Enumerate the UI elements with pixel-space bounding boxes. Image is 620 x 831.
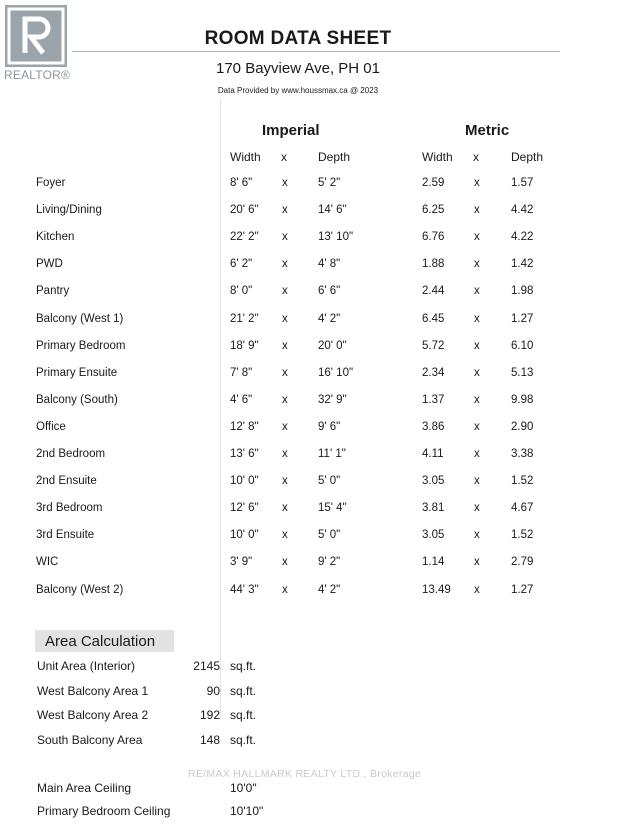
- area-unit: sq.ft.: [230, 684, 257, 698]
- room-name: Balcony (West 2): [36, 584, 124, 596]
- imperial-width: 4' 6": [230, 394, 253, 406]
- imperial-depth: 9' 6": [318, 421, 341, 433]
- imperial-x: x: [282, 421, 288, 433]
- room-name: Foyer: [36, 177, 66, 189]
- metric-depth: 2.79: [511, 556, 534, 568]
- imperial-width: 3' 9": [230, 556, 253, 568]
- ceiling-label: Main Area Ceiling: [37, 781, 132, 795]
- imperial-width: 13' 6": [230, 448, 259, 460]
- ceiling-value: 10'10": [230, 804, 264, 818]
- room-name: Office: [36, 421, 66, 433]
- metric-width: 5.72: [422, 340, 445, 352]
- imperial-width: 12' 6": [230, 502, 259, 514]
- imperial-depth: 5' 2": [318, 177, 341, 189]
- imperial-depth-heading: Depth: [318, 150, 351, 164]
- metric-depth: 1.42: [511, 258, 534, 270]
- room-name: 2nd Bedroom: [36, 448, 106, 460]
- imperial-x: x: [282, 313, 288, 325]
- metric-x: x: [474, 394, 480, 406]
- imperial-width: 8' 0": [230, 285, 253, 297]
- imperial-width: 12' 8": [230, 421, 259, 433]
- area-label: Unit Area (Interior): [37, 659, 136, 673]
- imperial-depth: 32' 9": [318, 394, 347, 406]
- imperial-x: x: [282, 502, 288, 514]
- area-section-title: Area Calculation: [45, 633, 156, 650]
- metric-width: 6.76: [422, 231, 445, 243]
- metric-x: x: [474, 313, 480, 325]
- imperial-x: x: [282, 204, 288, 216]
- metric-width: 2.44: [422, 285, 445, 297]
- imperial-width-heading: Width: [230, 150, 261, 164]
- imperial-depth: 20' 0": [318, 340, 347, 352]
- metric-depth: 4.67: [511, 502, 534, 514]
- metric-x: x: [474, 556, 480, 568]
- metric-depth: 1.52: [511, 529, 534, 541]
- metric-width: 13.49: [422, 584, 451, 596]
- metric-x: x: [474, 448, 480, 460]
- metric-depth: 6.10: [511, 340, 534, 352]
- metric-depth: 2.90: [511, 421, 534, 433]
- area-unit: sq.ft.: [230, 708, 257, 722]
- imperial-x: x: [282, 340, 288, 352]
- area-value: 90: [206, 684, 220, 698]
- metric-width: 1.88: [422, 258, 445, 270]
- metric-x-heading: x: [473, 150, 479, 164]
- metric-x: x: [474, 177, 480, 189]
- metric-width: 4.11: [422, 448, 444, 460]
- metric-x: x: [474, 529, 480, 541]
- metric-x: x: [474, 421, 480, 433]
- page-title: ROOM DATA SHEET: [204, 28, 392, 49]
- imperial-width: 22' 2": [230, 231, 259, 243]
- imperial-x: x: [282, 367, 288, 379]
- metric-x: x: [474, 258, 480, 270]
- imperial-width: 21' 2": [230, 313, 259, 325]
- realtor-logo-text: REALTOR®: [4, 68, 71, 82]
- metric-width: 2.34: [422, 367, 445, 379]
- imperial-x: x: [282, 529, 288, 541]
- imperial-width: 10' 0": [230, 529, 259, 541]
- imperial-depth: 15' 4": [318, 502, 347, 514]
- area-value: 192: [199, 708, 220, 722]
- area-label: West Balcony Area 1: [37, 684, 149, 698]
- metric-width: 3.81: [422, 502, 445, 514]
- metric-x: x: [474, 475, 480, 487]
- metric-x: x: [474, 502, 480, 514]
- room-name: Primary Ensuite: [36, 367, 118, 379]
- area-label: West Balcony Area 2: [37, 708, 149, 722]
- room-name: Kitchen: [36, 231, 75, 243]
- room-name: 2nd Ensuite: [36, 475, 97, 487]
- imperial-x: x: [282, 584, 288, 596]
- metric-width: 3.05: [422, 475, 445, 487]
- metric-width: 2.59: [422, 177, 445, 189]
- metric-depth: 3.38: [511, 448, 534, 460]
- metric-heading: Metric: [465, 122, 510, 139]
- imperial-width: 44' 3": [230, 584, 259, 596]
- ceiling-label: Primary Bedroom Ceiling: [37, 804, 171, 818]
- area-value: 2145: [193, 659, 220, 673]
- metric-width: 3.05: [422, 529, 445, 541]
- room-name: Balcony (South): [36, 394, 118, 406]
- imperial-heading: Imperial: [262, 122, 320, 139]
- imperial-depth: 4' 2": [318, 584, 341, 596]
- imperial-depth: 16' 10": [318, 367, 354, 379]
- metric-width: 6.45: [422, 313, 445, 325]
- room-name: 3rd Ensuite: [36, 529, 95, 541]
- metric-depth: 4.42: [511, 204, 534, 216]
- metric-width: 6.25: [422, 204, 445, 216]
- metric-depth: 1.27: [511, 584, 534, 596]
- imperial-depth: 6' 6": [318, 285, 341, 297]
- area-unit: sq.ft.: [230, 733, 257, 747]
- imperial-depth: 13' 10": [318, 231, 354, 243]
- room-name: Living/Dining: [36, 204, 102, 216]
- metric-depth: 1.98: [511, 285, 534, 297]
- room-name: WIC: [36, 556, 59, 568]
- brokerage-watermark: RE/MAX HALLMARK REALTY LTD., Brokerage: [188, 768, 422, 780]
- imperial-depth: 5' 0": [318, 475, 341, 487]
- metric-depth: 1.52: [511, 475, 534, 487]
- imperial-depth: 9' 2": [318, 556, 341, 568]
- imperial-width: 10' 0": [230, 475, 259, 487]
- imperial-x: x: [282, 258, 288, 270]
- imperial-depth: 4' 2": [318, 313, 341, 325]
- imperial-width: 18' 9": [230, 340, 259, 352]
- imperial-x-heading: x: [281, 150, 287, 164]
- area-value: 148: [199, 733, 220, 747]
- metric-width: 3.86: [422, 421, 445, 433]
- room-name: Balcony (West 1): [36, 313, 124, 325]
- metric-depth-heading: Depth: [511, 150, 544, 164]
- metric-depth: 9.98: [511, 394, 534, 406]
- imperial-width: 8' 6": [230, 177, 253, 189]
- title-divider: [72, 51, 560, 52]
- metric-depth: 4.22: [511, 231, 534, 243]
- data-source-note: Data Provided by www.houssmax.ca @ 2023: [217, 86, 379, 95]
- metric-x: x: [474, 285, 480, 297]
- imperial-depth: 5' 0": [318, 529, 341, 541]
- metric-x: x: [474, 584, 480, 596]
- metric-depth: 5.13: [511, 367, 534, 379]
- metric-width: 1.14: [422, 556, 445, 568]
- metric-x: x: [474, 367, 480, 379]
- room-name: Primary Bedroom: [36, 340, 126, 352]
- property-address: 170 Bayview Ave, PH 01: [216, 60, 380, 77]
- metric-x: x: [474, 204, 480, 216]
- room-name: Pantry: [36, 285, 70, 297]
- imperial-x: x: [282, 448, 288, 460]
- imperial-x: x: [282, 177, 288, 189]
- page-margin-line: [220, 98, 221, 718]
- room-name: 3rd Bedroom: [36, 502, 103, 514]
- metric-x: x: [474, 231, 480, 243]
- area-label: South Balcony Area: [37, 733, 143, 747]
- imperial-depth: 14' 6": [318, 204, 347, 216]
- ceiling-value: 10'0": [230, 781, 257, 795]
- imperial-width: 7' 8": [230, 367, 253, 379]
- imperial-x: x: [282, 231, 288, 243]
- imperial-depth: 4' 8": [318, 258, 341, 270]
- imperial-x: x: [282, 285, 288, 297]
- imperial-x: x: [282, 475, 288, 487]
- imperial-x: x: [282, 394, 288, 406]
- metric-width-heading: Width: [422, 150, 453, 164]
- room-name: PWD: [36, 258, 63, 270]
- metric-depth: 1.57: [511, 177, 534, 189]
- imperial-width: 6' 2": [230, 258, 253, 270]
- imperial-depth: 11' 1": [318, 448, 346, 460]
- imperial-width: 20' 6": [230, 204, 259, 216]
- metric-x: x: [474, 340, 480, 352]
- metric-depth: 1.27: [511, 313, 534, 325]
- imperial-x: x: [282, 556, 288, 568]
- metric-width: 1.37: [422, 394, 445, 406]
- area-unit: sq.ft.: [230, 659, 257, 673]
